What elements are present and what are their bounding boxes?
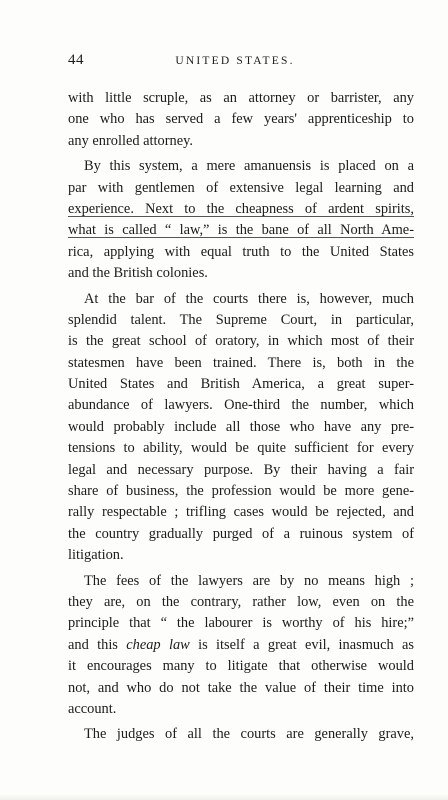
text-line: is the great school of oratory, in which most of their xyxy=(68,333,414,350)
text-line-with-italic: and this cheap law is itself a great evil, inasmuch as xyxy=(68,636,414,653)
text-line: it encourages many to litigate that otherwise would xyxy=(68,658,414,675)
text-line: At the bar of the courts there is, however, much xyxy=(84,290,414,307)
body-text xyxy=(68,88,414,746)
paragraph-5 xyxy=(68,724,414,745)
page-number: 44 xyxy=(68,52,84,68)
text-line: par with gentlemen of extensive legal learning and xyxy=(68,179,414,196)
text-line: splendid talent. The Supreme Court, in particular, xyxy=(68,311,414,328)
text-line: the country gradually purged of a ruinous system of xyxy=(68,525,414,542)
page-edge xyxy=(0,794,448,800)
text-line: By this system, a mere amanuensis is placed on a xyxy=(84,158,414,175)
text-line: The judges of all the courts are generally grave, xyxy=(84,726,414,743)
text-line: tensions to ability, would be quite sufficient for every xyxy=(68,440,414,457)
text-line: one who has served a few years' apprenticeship to xyxy=(68,111,414,128)
paragraph-2 xyxy=(68,156,414,284)
text-line: would probably include all those who have any pre- xyxy=(68,418,414,435)
text-line: statesmen have been trained. There is, both in the xyxy=(68,354,414,371)
paragraph-4 xyxy=(68,571,414,721)
text-line: any enrolled attorney. xyxy=(68,132,193,149)
running-head: UNITED STATES. xyxy=(175,55,295,67)
text-line: and the British colonies. xyxy=(68,265,208,282)
text-line: principle that “ the labourer is worthy of his hire;” xyxy=(68,615,414,632)
text-line: with little scruple, as an attorney or barrister, any xyxy=(68,90,414,106)
italic-phrase: cheap law xyxy=(126,636,190,653)
text-line: they are, on the contrary, rather low, even on the xyxy=(68,593,414,610)
text-line: litigation. xyxy=(68,547,124,564)
text-line: legal and necessary purpose. By their having a fair xyxy=(68,461,414,478)
paragraph-3 xyxy=(68,289,414,567)
text-line: United States and British America, a great super- xyxy=(68,376,414,393)
underlined-text-line: experience. Next to the cheapness of ardent spirits, xyxy=(68,200,414,217)
underlined-text-line: what is called “ law,” is the bane of all North Ame- xyxy=(68,222,414,239)
text-line: account. xyxy=(68,700,117,717)
text-line: abundance of lawyers. One-third the number, which xyxy=(68,397,414,414)
text-line: share of business, the profession would be more gene- xyxy=(68,483,414,500)
text-line: rally respectable ; trifling cases would be rejected, and xyxy=(68,504,414,521)
text-line: not, and who do not take the value of their time into xyxy=(68,679,414,696)
text-line: rica, applying with equal truth to the United States xyxy=(68,243,414,260)
paragraph-1 xyxy=(68,88,414,152)
text-line: The fees of the lawyers are by no means high ; xyxy=(84,572,414,589)
